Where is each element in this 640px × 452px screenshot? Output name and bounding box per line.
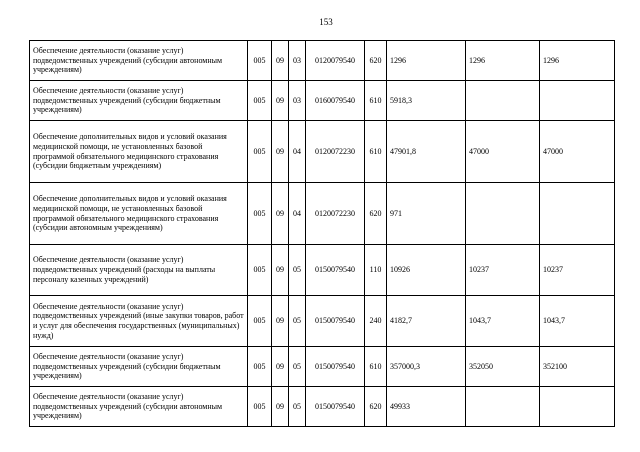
amount-year3-cell xyxy=(540,183,615,245)
table-row xyxy=(30,183,615,245)
expense-kind-cell: 620 xyxy=(365,387,387,427)
subsection-code-cell: 05 xyxy=(289,245,306,296)
expense-kind-cell: 610 xyxy=(365,81,387,121)
amount-year1-cell: 971 xyxy=(387,183,466,245)
target-article-cell: 0160079540 xyxy=(306,81,365,121)
section-code-cell: 09 xyxy=(272,81,289,121)
table-row xyxy=(30,347,615,387)
amount-year1-cell: 4182,7 xyxy=(387,296,466,347)
subsection-code-cell: 03 xyxy=(289,81,306,121)
ministry-code-cell: 005 xyxy=(248,245,272,296)
section-code-cell: 09 xyxy=(272,387,289,427)
table-row xyxy=(30,296,615,347)
expense-kind-cell: 620 xyxy=(365,183,387,245)
ministry-code-cell: 005 xyxy=(248,41,272,81)
ministry-code-cell: 005 xyxy=(248,121,272,183)
expense-name-cell: Обеспечение дополнительных видов и условий оказания медицинской помощи, не установленных базовой программой обязательного медицинского страхования (субсидии бюджетным учреждениям) xyxy=(30,121,248,183)
ministry-code-cell: 005 xyxy=(248,347,272,387)
target-article-cell: 0150079540 xyxy=(306,347,365,387)
ministry-code-cell: 005 xyxy=(248,183,272,245)
amount-year2-cell: 352050 xyxy=(466,347,540,387)
amount-year3-cell: 47000 xyxy=(540,121,615,183)
target-article-cell: 0120079540 xyxy=(306,41,365,81)
target-article-cell: 0150079540 xyxy=(306,387,365,427)
expense-kind-cell: 620 xyxy=(365,41,387,81)
amount-year2-cell xyxy=(466,183,540,245)
amount-year3-cell: 10237 xyxy=(540,245,615,296)
amount-year2-cell xyxy=(466,81,540,121)
amount-year3-cell xyxy=(540,387,615,427)
amount-year1-cell: 357000,3 xyxy=(387,347,466,387)
expense-kind-cell: 610 xyxy=(365,347,387,387)
amount-year1-cell: 47901,8 xyxy=(387,121,466,183)
amount-year2-cell: 10237 xyxy=(466,245,540,296)
table-row xyxy=(30,245,615,296)
amount-year2-cell: 1296 xyxy=(466,41,540,81)
ministry-code-cell: 005 xyxy=(248,81,272,121)
section-code-cell: 09 xyxy=(272,183,289,245)
target-article-cell: 0120072230 xyxy=(306,121,365,183)
expense-name-cell: Обеспечение деятельности (оказание услуг) подведомственных учреждений (субсидии бюджетным учреждениям) xyxy=(30,81,248,121)
subsection-code-cell: 03 xyxy=(289,41,306,81)
amount-year3-cell: 1043,7 xyxy=(540,296,615,347)
section-code-cell: 09 xyxy=(272,296,289,347)
subsection-code-cell: 05 xyxy=(289,347,306,387)
amount-year1-cell: 10926 xyxy=(387,245,466,296)
ministry-code-cell: 005 xyxy=(248,296,272,347)
table-row xyxy=(30,81,615,121)
amount-year2-cell: 47000 xyxy=(466,121,540,183)
table-row xyxy=(30,121,615,183)
amount-year3-cell xyxy=(540,81,615,121)
target-article-cell: 0150079540 xyxy=(306,296,365,347)
section-code-cell: 09 xyxy=(272,245,289,296)
expense-name-cell: Обеспечение деятельности (оказание услуг) подведомственных учреждений (субсидии автономным учреждениям) xyxy=(30,387,248,427)
amount-year2-cell xyxy=(466,387,540,427)
amount-year1-cell: 5918,3 xyxy=(387,81,466,121)
target-article-cell: 0120072230 xyxy=(306,183,365,245)
amount-year2-cell: 1043,7 xyxy=(466,296,540,347)
section-code-cell: 09 xyxy=(272,347,289,387)
expense-name-cell: Обеспечение деятельности (оказание услуг) подведомственных учреждений (расходы на выплаты персоналу казенных учреждений) xyxy=(30,245,248,296)
target-article-cell: 0150079540 xyxy=(306,245,365,296)
section-code-cell: 09 xyxy=(272,41,289,81)
expense-kind-cell: 610 xyxy=(365,121,387,183)
page-number: 153 xyxy=(319,17,333,27)
table-row xyxy=(30,41,615,81)
amount-year1-cell: 1296 xyxy=(387,41,466,81)
subsection-code-cell: 04 xyxy=(289,121,306,183)
expense-name-cell: Обеспечение деятельности (оказание услуг) подведомственных учреждений (иные закупки товаров, работ и услуг для обеспечения государственных (муниципальных) нужд) xyxy=(30,296,248,347)
expense-name-cell: Обеспечение дополнительных видов и условий оказания медицинской помощи, не установленных базовой программой обязательного медицинского страхования (субсидии автономным учреждениям) xyxy=(30,183,248,245)
subsection-code-cell: 04 xyxy=(289,183,306,245)
expense-name-cell: Обеспечение деятельности (оказание услуг) подведомственных учреждений (субсидии автономным учреждениям) xyxy=(30,41,248,81)
expense-kind-cell: 110 xyxy=(365,245,387,296)
amount-year3-cell: 352100 xyxy=(540,347,615,387)
section-code-cell: 09 xyxy=(272,121,289,183)
subsection-code-cell: 05 xyxy=(289,387,306,427)
table-row xyxy=(30,387,615,427)
amount-year1-cell: 49933 xyxy=(387,387,466,427)
subsection-code-cell: 05 xyxy=(289,296,306,347)
expense-name-cell: Обеспечение деятельности (оказание услуг) подведомственных учреждений (субсидии бюджетным учреждениям) xyxy=(30,347,248,387)
ministry-code-cell: 005 xyxy=(248,387,272,427)
amount-year3-cell: 1296 xyxy=(540,41,615,81)
budget-table xyxy=(29,40,615,427)
expense-kind-cell: 240 xyxy=(365,296,387,347)
